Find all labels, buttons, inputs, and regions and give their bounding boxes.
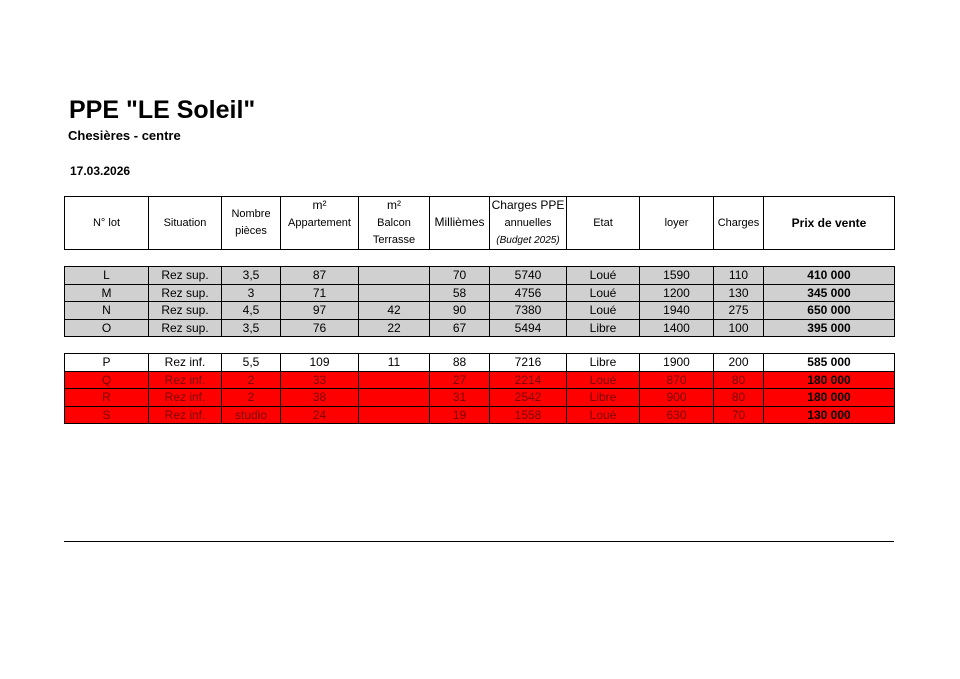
table-row xyxy=(65,267,895,285)
cell-prix: 180 000 xyxy=(764,371,895,389)
cell-pieces: 5,5 xyxy=(222,354,281,372)
cell-situation: Rez inf. xyxy=(149,354,222,372)
cell-balcon xyxy=(359,284,430,302)
cell-prix: 345 000 xyxy=(764,284,895,302)
cell-charges-ppe: 2214 xyxy=(490,371,567,389)
cell-prix: 395 000 xyxy=(764,319,895,337)
cell-charges: 110 xyxy=(714,267,764,285)
cell-lot: Q xyxy=(65,371,149,389)
cell-loyer: 1200 xyxy=(640,284,714,302)
cell-etat: Loué xyxy=(567,406,640,424)
cell-balcon: 11 xyxy=(359,354,430,372)
cell-charges-ppe: 7380 xyxy=(490,302,567,320)
cell-situation: Rez inf. xyxy=(149,389,222,407)
cell-lot: L xyxy=(65,267,149,285)
cell-charges-ppe: 2542 xyxy=(490,389,567,407)
cell-loyer: 1400 xyxy=(640,319,714,337)
cell-prix: 650 000 xyxy=(764,302,895,320)
col-loyer: loyer xyxy=(640,197,714,250)
table-row xyxy=(65,284,895,302)
cell-pieces: 2 xyxy=(222,371,281,389)
cell-milliemes: 67 xyxy=(430,319,490,337)
col-prix: Prix de vente xyxy=(764,197,895,250)
cell-charges: 80 xyxy=(714,371,764,389)
cell-appart: 76 xyxy=(281,319,359,337)
cell-appart: 109 xyxy=(281,354,359,372)
cell-prix: 585 000 xyxy=(764,354,895,372)
cell-appart: 33 xyxy=(281,371,359,389)
cell-lot: N xyxy=(65,302,149,320)
cell-balcon xyxy=(359,371,430,389)
cell-situation: Rez sup. xyxy=(149,302,222,320)
cell-charges: 80 xyxy=(714,389,764,407)
cell-milliemes: 19 xyxy=(430,406,490,424)
col-milliemes: Millièmes xyxy=(430,197,490,250)
cell-pieces: 4,5 xyxy=(222,302,281,320)
cell-pieces: studio xyxy=(222,406,281,424)
cell-charges: 130 xyxy=(714,284,764,302)
cell-milliemes: 70 xyxy=(430,267,490,285)
cell-appart: 71 xyxy=(281,284,359,302)
cell-charges-ppe: 5740 xyxy=(490,267,567,285)
cell-charges-ppe: 7216 xyxy=(490,354,567,372)
cell-appart: 38 xyxy=(281,389,359,407)
cell-pieces: 3 xyxy=(222,284,281,302)
cell-etat: Loué xyxy=(567,371,640,389)
table-row xyxy=(65,302,895,320)
cell-lot: O xyxy=(65,319,149,337)
cell-loyer: 870 xyxy=(640,371,714,389)
document-date: 17.03.2026 xyxy=(70,164,131,178)
cell-milliemes: 58 xyxy=(430,284,490,302)
cell-loyer: 1940 xyxy=(640,302,714,320)
cell-charges-ppe: 5494 xyxy=(490,319,567,337)
cell-lot: P xyxy=(65,354,149,372)
cell-lot: M xyxy=(65,284,149,302)
cell-loyer: 630 xyxy=(640,406,714,424)
cell-etat: Loué xyxy=(567,302,640,320)
cell-charges: 275 xyxy=(714,302,764,320)
cell-balcon xyxy=(359,267,430,285)
cell-balcon: 42 xyxy=(359,302,430,320)
cell-charges: 100 xyxy=(714,319,764,337)
col-etat: Etat xyxy=(567,197,640,250)
cell-situation: Rez sup. xyxy=(149,284,222,302)
cell-lot: R xyxy=(65,389,149,407)
cell-situation: Rez sup. xyxy=(149,319,222,337)
cell-milliemes: 31 xyxy=(430,389,490,407)
cell-milliemes: 88 xyxy=(430,354,490,372)
col-balcon: m² Balcon Terrasse xyxy=(359,197,430,250)
table-block-rez-inf xyxy=(64,353,895,424)
cell-prix: 410 000 xyxy=(764,267,895,285)
cell-charges: 70 xyxy=(714,406,764,424)
cell-charges-ppe: 1558 xyxy=(490,406,567,424)
col-charges-ppe: Charges PPE annuelles (Budget 2025) xyxy=(490,197,567,250)
cell-balcon: 22 xyxy=(359,319,430,337)
cell-etat: Libre xyxy=(567,319,640,337)
cell-milliemes: 27 xyxy=(430,371,490,389)
cell-pieces: 3,5 xyxy=(222,319,281,337)
cell-pieces: 3,5 xyxy=(222,267,281,285)
table-row xyxy=(65,389,895,407)
table-row xyxy=(65,371,895,389)
col-situation: Situation xyxy=(149,197,222,250)
table-block-rez-sup xyxy=(64,266,895,337)
col-charges: Charges xyxy=(714,197,764,250)
cell-prix: 130 000 xyxy=(764,406,895,424)
table-row xyxy=(65,319,895,337)
cell-appart: 97 xyxy=(281,302,359,320)
cell-situation: Rez sup. xyxy=(149,267,222,285)
col-pieces: Nombre pièces xyxy=(222,197,281,250)
cell-loyer: 900 xyxy=(640,389,714,407)
table-row xyxy=(65,354,895,372)
table-row xyxy=(65,406,895,424)
cell-balcon xyxy=(359,406,430,424)
cell-charges-ppe: 4756 xyxy=(490,284,567,302)
cell-etat: Libre xyxy=(567,354,640,372)
cell-loyer: 1900 xyxy=(640,354,714,372)
cell-balcon xyxy=(359,389,430,407)
cell-situation: Rez inf. xyxy=(149,371,222,389)
col-appartement: m² Appartement xyxy=(281,197,359,250)
col-lot: N° lot xyxy=(65,197,149,250)
cell-etat: Loué xyxy=(567,267,640,285)
cell-pieces: 2 xyxy=(222,389,281,407)
cell-loyer: 1590 xyxy=(640,267,714,285)
cell-etat: Loué xyxy=(567,284,640,302)
bottom-divider xyxy=(64,541,894,542)
cell-situation: Rez inf. xyxy=(149,406,222,424)
cell-lot: S xyxy=(65,406,149,424)
cell-etat: Libre xyxy=(567,389,640,407)
document-subtitle: Chesières - centre xyxy=(68,128,181,143)
cell-prix: 180 000 xyxy=(764,389,895,407)
cell-milliemes: 90 xyxy=(430,302,490,320)
table-header xyxy=(64,196,895,250)
cell-appart: 87 xyxy=(281,267,359,285)
cell-appart: 24 xyxy=(281,406,359,424)
document-title: PPE "LE Soleil" xyxy=(69,96,256,124)
cell-charges: 200 xyxy=(714,354,764,372)
